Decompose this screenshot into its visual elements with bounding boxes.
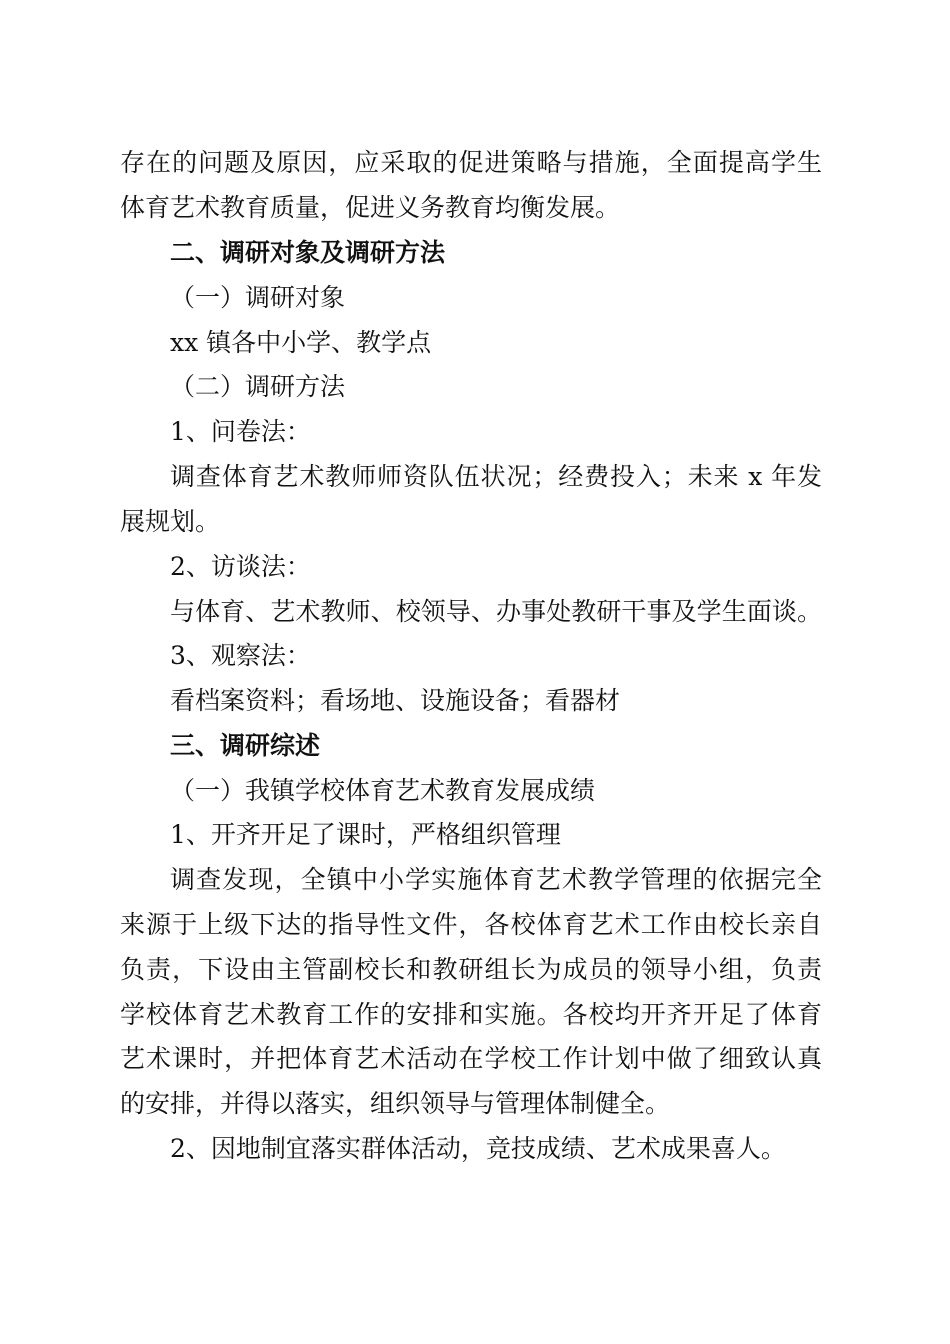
paragraph-line: 艺术课时，并把体育艺术活动在学校工作计划中做了细致认真 [120, 1044, 822, 1073]
paragraph-line: 调查体育艺术教师师资队伍状况；经费投入；未来 x 年发 [170, 462, 822, 491]
list-item-heading: 3、观察法： [170, 641, 311, 670]
list-item-heading: 1、开齐开足了课时，严格组织管理 [170, 820, 561, 849]
subsection-heading: （一）我镇学校体育艺术教育发展成绩 [170, 776, 596, 805]
list-item-heading: 2、因地制宜落实群体活动，竞技成绩、艺术成果喜人。 [170, 1134, 786, 1163]
paragraph-line: 负责，下设由主管副校长和教研组长为成员的领导小组，负责 [120, 955, 822, 984]
paragraph-line: 来源于上级下达的指导性文件，各校体育艺术工作由校长亲自 [120, 910, 822, 939]
paragraph-line: 调查发现，全镇中小学实施体育艺术教学管理的依据完全 [170, 865, 822, 894]
subsection-heading: （二）调研方法 [170, 372, 346, 401]
paragraph-line: 存在的问题及原因，应采取的促进策略与措施，全面提高学生 [120, 148, 822, 177]
paragraph-line: 学校体育艺术教育工作的安排和实施。各校均开齐开足了体育 [120, 1000, 822, 1029]
paragraph-line: 与体育、艺术教师、校领导、办事处教研干事及学生面谈。 [170, 597, 822, 626]
section-heading: 二、调研对象及调研方法 [170, 238, 446, 267]
paragraph-line: xx 镇各中小学、教学点 [170, 328, 432, 357]
subsection-heading: （一）调研对象 [170, 283, 346, 312]
paragraph-line: 展规划。 [120, 507, 221, 536]
section-heading: 三、调研综述 [170, 731, 321, 760]
paragraph-line: 体育艺术教育质量，促进义务教育均衡发展。 [120, 193, 621, 222]
paragraph-line: 的安排，并得以落实，组织领导与管理体制健全。 [120, 1089, 671, 1118]
list-item-heading: 2、访谈法： [170, 552, 311, 581]
list-item-heading: 1、问卷法： [170, 417, 311, 446]
paragraph-line: 看档案资料；看场地、设施设备；看器材 [170, 686, 621, 715]
